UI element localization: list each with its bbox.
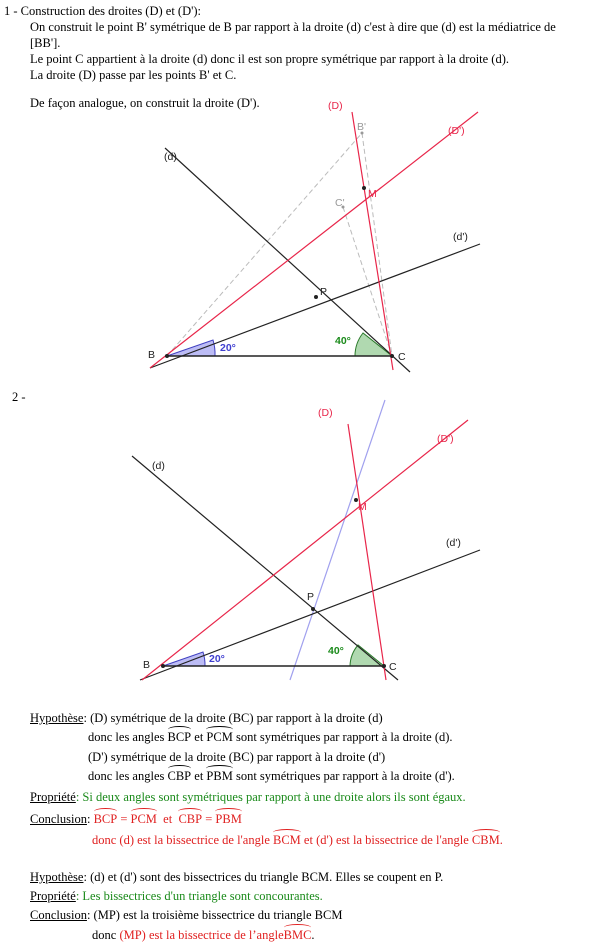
angle-cbm: CBM bbox=[471, 833, 500, 847]
conclusion-2-line1 bbox=[30, 908, 342, 923]
section1-line5: De façon analogue, on construit la droite (D'). bbox=[30, 96, 260, 110]
text: = bbox=[120, 812, 128, 826]
label-D: (D) bbox=[328, 100, 343, 112]
angle-cbp: CBP bbox=[167, 769, 192, 783]
angle-c-sector-2 bbox=[350, 645, 384, 666]
hyp-text: : (D) symétrique de la droite (BC) par rapport à la droite (d) bbox=[83, 711, 383, 725]
conclusion-2-line2 bbox=[92, 928, 315, 943]
angle-pbm: PBM bbox=[215, 812, 242, 826]
text: . bbox=[499, 833, 503, 847]
property-2 bbox=[30, 889, 323, 904]
concl-label: Conclusion bbox=[30, 908, 87, 922]
angle-bmc: BMC bbox=[283, 928, 312, 942]
label-B-2: B bbox=[143, 659, 151, 671]
hypothesis-2 bbox=[30, 870, 443, 885]
angle-pcm: PCM bbox=[206, 730, 233, 744]
angle-pcm: PCM bbox=[130, 812, 157, 826]
prop-text: : Les bissectrices d'un triangle sont concourantes. bbox=[75, 889, 323, 903]
prop-text: : Si deux angles sont symétriques par rapport à une droite alors ils sont égaux. bbox=[75, 790, 466, 804]
hyp-label: Hypothèse bbox=[30, 711, 84, 725]
hyp-label: Hypothèse bbox=[30, 870, 84, 884]
section1-line2: [BB']. bbox=[30, 36, 61, 50]
conclusion-1-line1 bbox=[30, 812, 242, 827]
label-M: M bbox=[368, 188, 377, 200]
section1-line4: La droite (D) passe par les points B' et C. bbox=[30, 68, 237, 82]
angle-bcp: BCP bbox=[167, 730, 192, 744]
prop-label: Propriété bbox=[30, 790, 76, 804]
text: : bbox=[86, 812, 91, 826]
text: = bbox=[205, 812, 213, 826]
angle-cbp: CBP bbox=[178, 812, 203, 826]
text: donc (d) est la bissectrice de l'angle bbox=[92, 833, 270, 847]
label-angle-c: 40° bbox=[335, 335, 351, 347]
text: sont symétriques par rapport à la droite (d'). bbox=[235, 769, 455, 783]
hyp-text: : (d) et (d') sont des bissectrices du triangle BCM. Elles se coupent en P. bbox=[83, 870, 444, 884]
label-angle-c-2: 40° bbox=[328, 645, 344, 657]
label-dprime-2: (d') bbox=[446, 537, 461, 549]
label-d-2: (d) bbox=[152, 460, 165, 472]
section1-heading: 1 - Construction des droites (D) et (D'): bbox=[4, 4, 202, 18]
line-Dprime-2 bbox=[142, 420, 468, 680]
hypothesis-1-line2 bbox=[88, 730, 453, 745]
concl-text: : (MP) est la troisième bissectrice du triangle BCM bbox=[86, 908, 343, 922]
label-C-2: C bbox=[389, 661, 397, 673]
text: donc les angles bbox=[88, 730, 165, 744]
hypothesis-1-line3: (D') symétrique de la droite (BC) par rapport à la droite (d') bbox=[88, 750, 386, 764]
line-dprime-2 bbox=[140, 550, 480, 680]
property-1 bbox=[30, 790, 466, 805]
label-M-2: M bbox=[358, 501, 367, 513]
text: et bbox=[163, 812, 173, 826]
label-P: P bbox=[320, 286, 328, 298]
text: donc les angles bbox=[88, 769, 165, 783]
label-d: (d) bbox=[164, 151, 177, 163]
concl-label: Conclusion bbox=[30, 812, 87, 826]
angle-pbm: PBM bbox=[206, 769, 233, 783]
label-Dprime-2: (D') bbox=[437, 433, 454, 445]
prop-label: Propriété bbox=[30, 889, 76, 903]
hypothesis-1-line4 bbox=[88, 769, 455, 784]
text: et (d') est la bissectrice de l'angle bbox=[303, 833, 469, 847]
line-MP bbox=[290, 400, 385, 680]
label-D-2: (D) bbox=[318, 407, 333, 419]
angle-bcp: BCP bbox=[93, 812, 118, 826]
concl-red: (MP) est la bissectrice de l’angle bbox=[119, 928, 284, 942]
angle-bcm: BCM bbox=[273, 833, 301, 847]
text: sont symétriques par rapport à la droite (d). bbox=[235, 730, 453, 744]
line-D-2 bbox=[348, 424, 386, 680]
label-Cprime: C' bbox=[335, 197, 345, 209]
angle-b-sector-2 bbox=[163, 652, 205, 666]
conclusion-1-line2 bbox=[92, 833, 503, 848]
label-dprime: (d') bbox=[453, 231, 468, 243]
section2-heading: 2 - bbox=[12, 390, 26, 404]
text: et bbox=[194, 730, 204, 744]
label-Bprime: B' bbox=[357, 121, 367, 133]
label-angle-b-2: 20° bbox=[209, 653, 225, 665]
text: donc bbox=[92, 928, 117, 942]
label-Dprime: (D') bbox=[448, 125, 465, 137]
hypothesis-1-line1 bbox=[30, 711, 383, 726]
section1-line3: Le point C appartient à la droite (d) donc il est son propre symétrique par rapport à la droite (d). bbox=[30, 52, 510, 66]
label-B: B bbox=[148, 349, 156, 361]
section1-line1: On construit le point B' symétrique de B par rapport à la droite (d) c'est à dire que (d) est la médiatrice de bbox=[30, 20, 556, 34]
label-C: C bbox=[398, 351, 406, 363]
text: . bbox=[311, 928, 315, 942]
label-P-2: P bbox=[307, 591, 315, 603]
label-angle-b: 20° bbox=[220, 342, 236, 354]
text: et bbox=[194, 769, 204, 783]
